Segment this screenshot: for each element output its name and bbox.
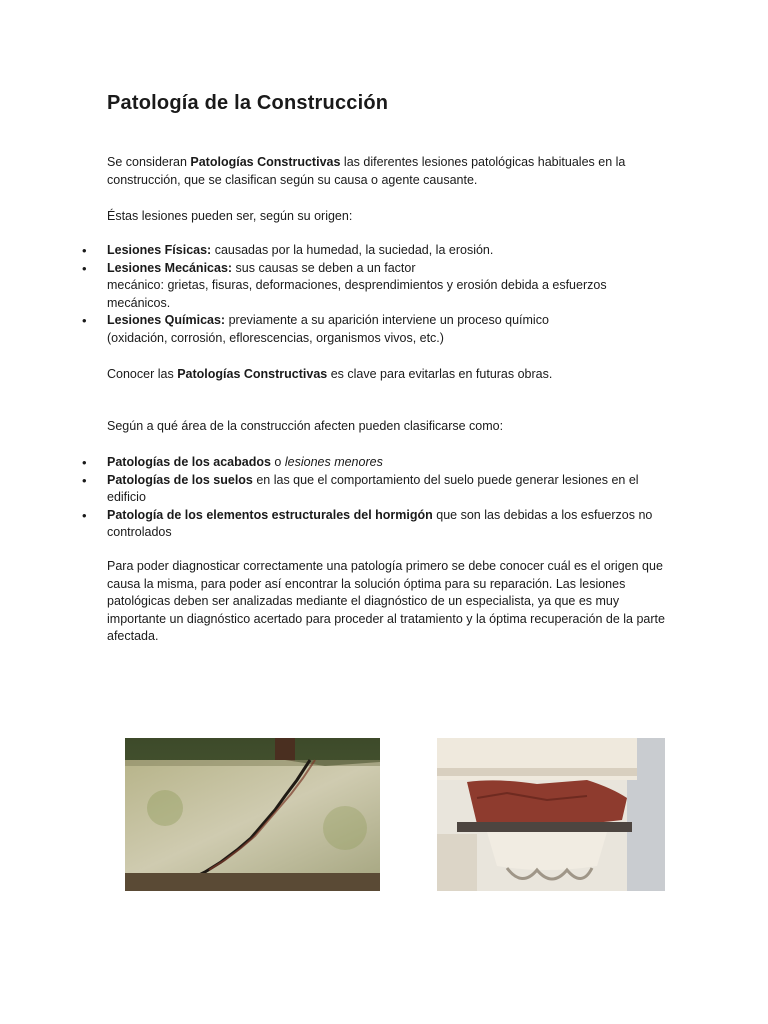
- list-item-label: Lesiones Mecánicas:: [107, 260, 233, 275]
- list-item-italic: lesiones menores: [284, 455, 383, 469]
- list-item: [80, 242, 655, 260]
- list-item-text: previamente a su aparición interviene un proceso químico: [225, 313, 549, 327]
- damaged-cornice-photo-icon: [437, 738, 665, 891]
- list-item-label: Lesiones Químicas:: [107, 313, 226, 327]
- cracked-wall-illustration: [125, 738, 380, 891]
- list-item: [80, 454, 655, 472]
- area-lead-text: Según a qué área de la construcción afecten pueden clasificarse como:: [107, 419, 504, 433]
- closing-paragraph: [107, 558, 667, 646]
- intro-paragraph: [107, 154, 667, 189]
- origin-list: [80, 242, 655, 347]
- list-item-text-continued: mecánico: grietas, fisuras, deformaciones, desprendimientos y erosión debida a esfuerzos mecánicos.: [107, 278, 607, 310]
- key-paragraph: [107, 366, 667, 384]
- list-item-text-continued: (oxidación, corrosión, eflorescencias, organismos vivos, etc.): [107, 330, 444, 345]
- list-item: [80, 312, 655, 347]
- origin-lead: [107, 208, 667, 226]
- list-item-label: Lesiones Físicas:: [107, 243, 212, 257]
- list-item: [80, 507, 655, 542]
- key-text-bold: Patologías Constructivas: [177, 367, 328, 381]
- list-item-label: Patologías de los acabados: [107, 455, 271, 469]
- key-text-pre: Conocer las: [107, 367, 178, 381]
- damaged-cornice-illustration: [437, 738, 665, 891]
- list-item-text: causadas por la humedad, la suciedad, la erosión.: [211, 243, 494, 257]
- list-item-text: que son las debidas a los esfuerzos no controlados: [107, 507, 653, 539]
- intro-text-pre: Se consideran: [107, 155, 191, 169]
- list-item-label: Patología de los elementos estructurales del hormigón: [107, 507, 433, 522]
- list-item: [80, 260, 655, 313]
- list-item: [80, 472, 655, 507]
- area-lead: [107, 418, 667, 436]
- cracked-wall-photo-icon: [125, 738, 380, 891]
- list-item-text: en las que el comportamiento del suelo puede generar lesiones en el edificio: [107, 472, 639, 504]
- origin-lead-text: Éstas lesiones pueden ser, según su origen:: [107, 209, 353, 223]
- list-item-text: o: [270, 455, 285, 469]
- area-list: [80, 454, 655, 542]
- list-item-label: Patologías de los suelos: [107, 472, 253, 487]
- closing-text: Para poder diagnosticar correctamente una patología primero se debe conocer cuál es el origen que causa la misma, para poder así encontrar la solución óptima para su reparación. Las lesiones patológicas deben ser analizadas mediante el diagnóstico de un especialista, ya que es muy importante un diagnóstico acertado para proceder al tratamiento y la óptima recuperación de la parte afectada.: [107, 559, 665, 643]
- key-text-post: es clave para evitarlas en futuras obras.: [327, 367, 553, 381]
- list-item-text: sus causas se deben a un factor: [232, 260, 416, 275]
- intro-text-post: las diferentes lesiones patológicas habituales en la construcción, que se clasifican según su causa o agente causante.: [107, 155, 626, 187]
- page-title: Patología de la Construcción: [107, 92, 389, 114]
- intro-text-bold: Patologías Constructivas: [190, 155, 341, 169]
